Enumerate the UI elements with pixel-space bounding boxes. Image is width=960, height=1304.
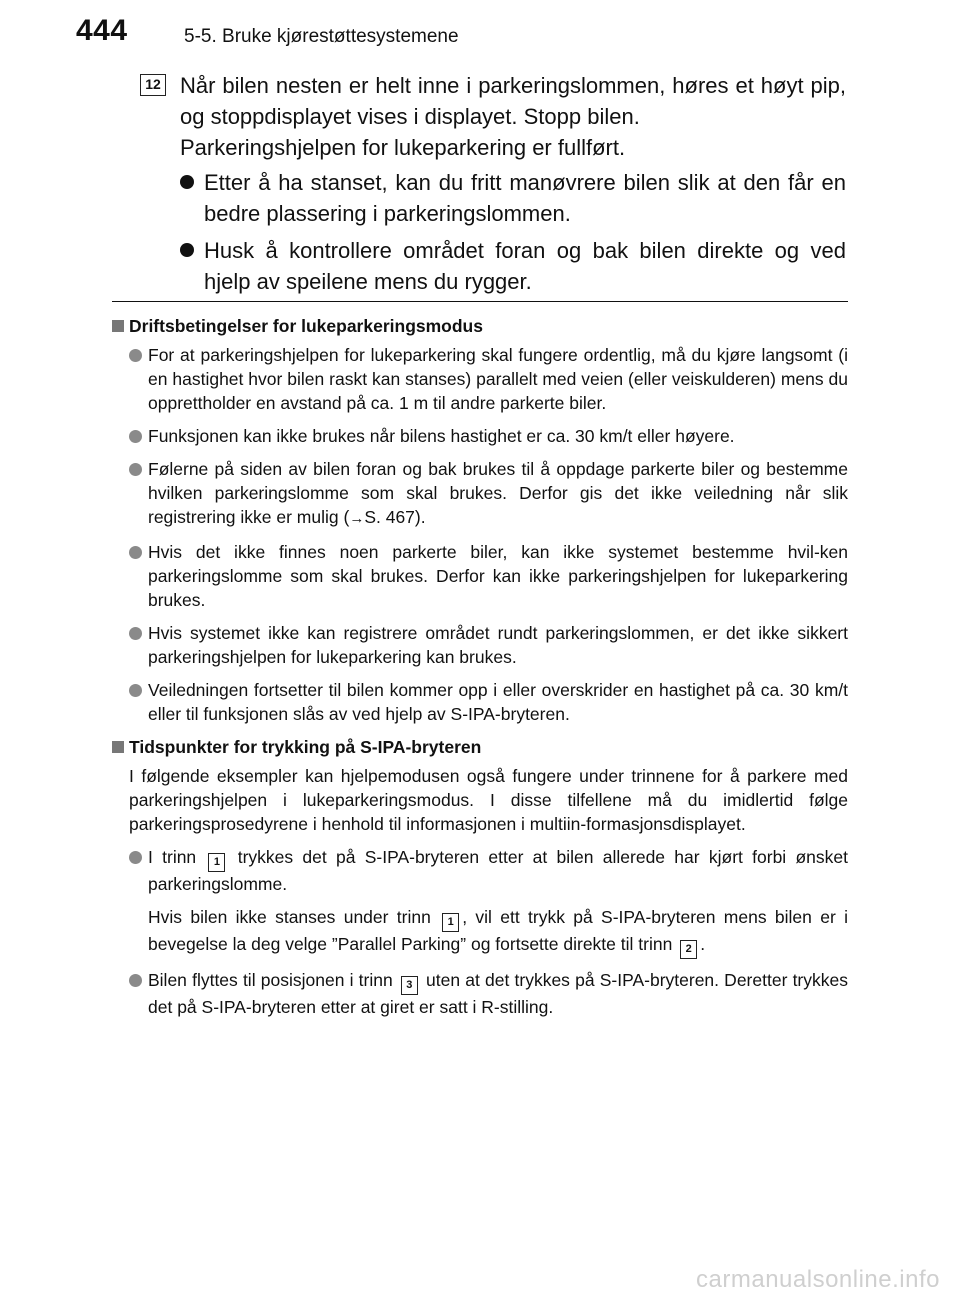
notes-section (112, 314, 848, 1028)
square-bullet-icon (112, 741, 124, 753)
note-heading-conditions: Driftsbetingelser for lukeparkeringsmodus (112, 314, 848, 338)
step-line-1: Når bilen nesten er helt inne i parkeringslommen, høres et høyt pip, og stoppdisplayet vises i displayet. Stopp bilen. (180, 73, 846, 129)
circle-bullet-icon (129, 546, 142, 559)
note-item: Hvis systemet ikke kan registrere området rundt parkeringslommen, er det ikke sikkert parkeringshjelpen for lukeparkering kan brukes. (129, 621, 848, 669)
circle-bullet-icon (129, 684, 142, 697)
step-line-2: Parkeringshjelpen for lukeparkering er fullført. (180, 135, 626, 160)
note-item: Bilen flyttes til posisjonen i trinn 3 uten at det trykkes på S-IPA-bryteren. Deretter trykkes det på S-IPA-bryteren etter at giret er satt i R-stilling. (129, 968, 848, 1019)
circle-bullet-icon (129, 349, 142, 362)
note-item: Hvis det ikke finnes noen parkerte biler, kan ikke systemet bestemme hvil-ken parkeringslomme som skal brukes. Derfor kan ikke parkeringshjelpen for lukeparkering brukes. (129, 540, 848, 612)
watermark: carmanualsonline.info (696, 1266, 940, 1293)
note-item: Funksjonen kan ikke brukes når bilens hastighet er ca. 30 km/t eller høyere. (129, 424, 848, 448)
note-item: Veiledningen fortsetter til bilen kommer opp i eller overskrider en hastighet på ca. 30 km/t eller til funksjonen slås av ved hjelp av S-IPA-bryteren. (129, 678, 848, 726)
step-ref-badge: 1 (442, 913, 459, 932)
step-bullet: Husk å kontrollere området foran og bak bilen direkte og ved hjelp av speilene mens du rygger. (180, 235, 846, 297)
bullet-dot-icon (180, 243, 194, 257)
timing-sub-paragraph: Hvis bilen ikke stanses under trinn 1 , vil ett trykk på S-IPA-bryteren mens bilen er i bevegelse la deg velge ”Parallel Parking” og fortsette direkte til trinn 2 . (148, 905, 848, 959)
note-heading-timing: Tidspunkter for trykking på S-IPA-bryteren (112, 735, 848, 759)
arrow-right-icon: → (349, 510, 365, 527)
step-12-block (140, 70, 846, 303)
step-ref-badge: 3 (401, 976, 418, 995)
timing-intro: I følgende eksempler kan hjelpemodusen også fungere under trinnene for å parkere med parkeringshjelpen i lukeparkeringsmodus. I disse tilfellene må du imidlertid følge parkeringsprosedyrene i henhold til informasjonen i multiin-formasjonsdisplayet. (129, 766, 848, 834)
page-number: 444 (76, 14, 128, 47)
step-ref-badge: 2 (680, 940, 697, 959)
step-bullet: Etter å ha stanset, kan du fritt manøvrere bilen slik at den får en bedre plassering i parkeringslommen. (180, 167, 846, 229)
bullet-dot-icon (180, 175, 194, 189)
square-bullet-icon (112, 320, 124, 332)
circle-bullet-icon (129, 627, 142, 640)
step-ref-badge: 1 (208, 853, 225, 872)
section-title: 5-5. Bruke kjørestøttesystemene (184, 26, 459, 47)
page-reference-link[interactable]: S. 467 (364, 507, 415, 527)
circle-bullet-icon (129, 851, 142, 864)
circle-bullet-icon (129, 974, 142, 987)
circle-bullet-icon (129, 430, 142, 443)
note-item: Følerne på siden av bilen foran og bak brukes til å oppdage parkerte biler og bestemme hvilken parkeringslomme som skal brukes. Derfor gis det ikke veiledning når slik registrering ikke er mulig (→S. 467). (129, 457, 848, 531)
note-item: I trinn 1 trykkes det på S-IPA-bryteren etter at bilen allerede har kjørt forbi ønsket parkeringslomme. (129, 845, 848, 896)
circle-bullet-icon (129, 463, 142, 476)
step-badge: 12 (140, 74, 166, 96)
note-item: For at parkeringshjelpen for lukeparkering skal fungere ordentlig, må du kjøre langsomt (i en hastighet hvor bilen raskt kan stanses) parallelt med veien (eller veiskulderen) mens du opprettholder en avstand på ca. 1 m til andre parkerte biler. (129, 343, 848, 415)
step-text (180, 70, 846, 163)
step-bullets (180, 167, 846, 297)
section-divider (112, 301, 848, 302)
